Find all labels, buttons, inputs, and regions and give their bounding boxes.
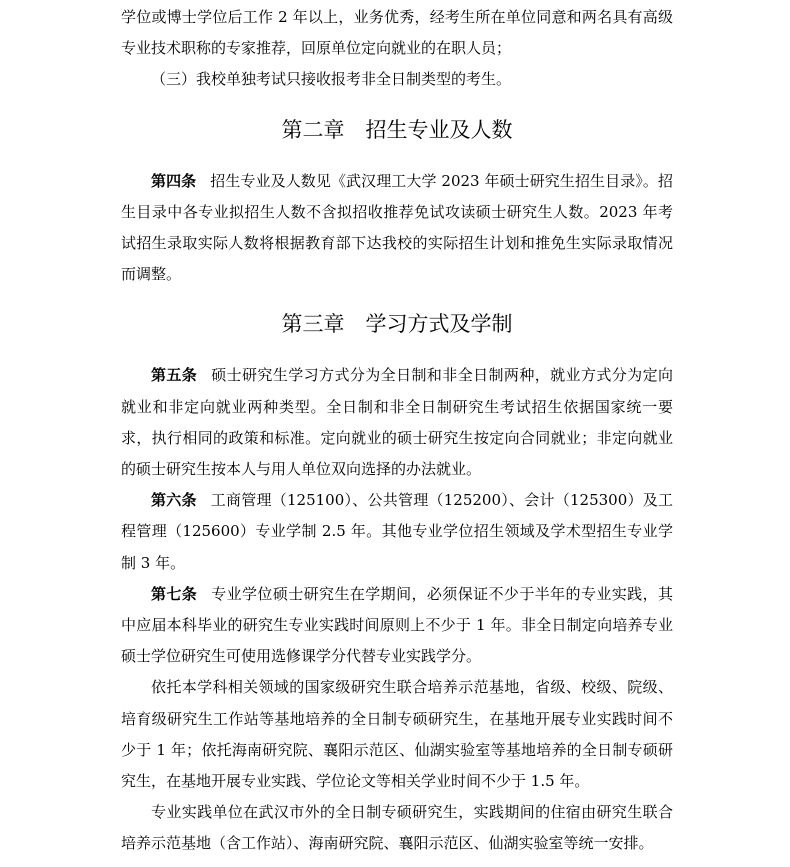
document-page [121, 0, 673, 860]
article-4-label: 第四条 [151, 171, 197, 190]
paragraph-item-3: （三）我校单独考试只接收报考非全日制类型的考生。 [151, 70, 512, 89]
chapter-3-heading: 第三章 学习方式及学制 [281, 312, 513, 337]
article-4 [121, 166, 673, 291]
article-5-text: 硕士研究生学习方式分为全日制和非全日制两种，就业方式分为定向就业和非定向就业两种类型。全日制和非全日制研究生考试招生依据国家统一要求，执行相同的政策和标准。定向就业的硕士研究生按定向合同就业；非定向就业的硕士研究生按本人与用人单位双向选择的办法就业。 [121, 366, 673, 479]
paragraph-continuation: 学位或博士学位后工作 2 年以上，业务优秀，经考生所在单位同意和两名具有高级专业技术职称的专家推荐，回原单位定向就业的在职人员； [121, 8, 673, 58]
article-6-label: 第六条 [151, 491, 197, 510]
article-5 [121, 360, 673, 485]
article-6 [121, 485, 673, 579]
article-6-text: 工商管理（125100）、公共管理（125200）、会计（125300）及工程管理（125600）专业学制 2.5 年。其他专业学位招生领域及学术型招生专业学制 3 年。 [121, 491, 673, 572]
article-7-label: 第七条 [151, 584, 198, 603]
chapter-2-heading: 第二章 招生专业及人数 [281, 117, 513, 142]
article-7-text: 专业学位硕士研究生在学期间，必须保证不少于半年的专业实践，其中应届本科毕业的研究生专业实践时间原则上不少于 1 年。非全日制定向培养专业硕士学位研究生可使用选修课学分代替专业实践学分。 [121, 584, 673, 666]
paragraph-accommodation: 专业实践单位在武汉市外的全日制专硕研究生，实践期间的住宿由研究生联合培养示范基地（含工作站）、海南研究院、襄阳示范区、仙湖实验室等统一安排。 [121, 803, 673, 853]
article-5-label: 第五条 [151, 366, 198, 385]
article-4-text: 招生专业及人数见《武汉理工大学 2023 年硕士研究生招生目录》。招生目录中各专业拟招生人数不含拟招收推荐免试攻读硕士研究生人数。2023 年考试招生录取实际人数将根据教育部下达我校的实际招生计划和推免生实际录取情况而调整。 [121, 171, 673, 284]
paragraph-practice-bases: 依托本学科相关领域的国家级研究生联合培养示范基地，省级、校级、院级、培育级研究生工作站等基地培养的全日制专硕研究生，在基地开展专业实践时间不少于 1 年；依托海南研究院、襄阳示范区、仙湖实验室等基地培养的全日制专硕研究生，在基地开展专业实践、学位论文等相关学业时间不少于 1.5 年。 [121, 678, 673, 791]
article-7 [121, 579, 673, 673]
